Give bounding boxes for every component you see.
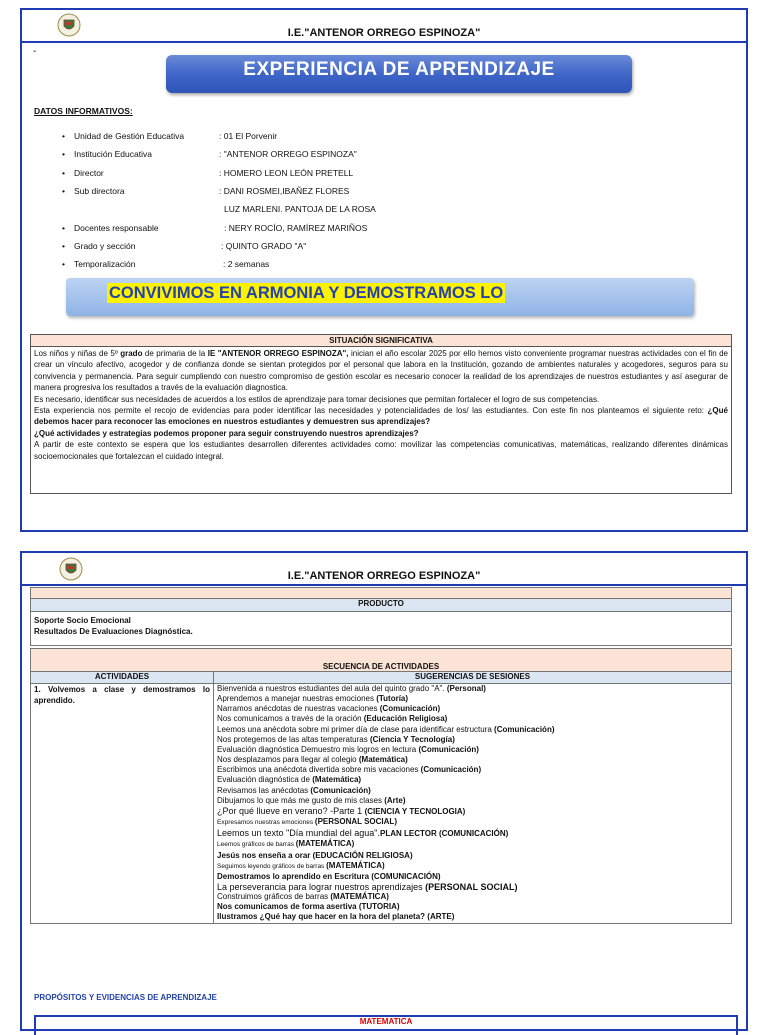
page-1: I.E."ANTENOR ORREGO ESPINOZA" - EXPERIENCIA DE APRENDIZAJE DATOS INFORMATIVOS: • Unidad de Gestión Educativa : 01 El Porvenir • Institución Educativa : "ANTENOR ORREGO ESPINOZA" • Director : HOMERO LEON LEÓN PRETELL • Sub directora : DANI ROSMEI,IBAÑEZ FLORES LUZ MARLENI. PANTOJA DE LA ROSA • Docentes responsable : NERY ROCÍO, RAMÍREZ MARIÑOS • Grado y sección : QUINTO GRADO "A" • Temporalización : 2 semanas CONVIVIMOS EN ARMONIA Y DEMOSTRAMOS LO SITUACIÓN SIGNIFICATIVA Los niños y niñas de 5º grado de primaria de la IE "ANTENOR ORREGO ESPINOZA", inician el año escolar 2025 por ello hemos visto conveniente programar nuestras actividades con el fin de crear un vínculo afectivo, acogedor y de confianza donde se sientan protegidos por el personal que labora en la Institución, gozando de ambientes naturales y acogedores, seguros para su convivencia y permanencia. Para seguir cumpliendo con nuestro compromiso de gestión escolar es necesario conocer la realidad de los aprendizajes de nuestros estudiantes y así asegurar de manera progresiva los resultados a través de la evaluación diagnostica. Es necesario, identificar sus necesidades de acuerdos a los estilos de aprendizaje para tomar decisiones que permitan fortalecer el logro de sus competencias. Esta experiencia nos permite el recojo de evidencias para poder identificar las necesidades y potencialidades de los/ las estudiantes. Con este fin nos planteamos el siguiente reto: ¿Qué debemos hacer para reconocer las emociones en nuestros estudiantes y demuestren sus aprendizajes? ¿Qué actividades y estrategias podemos proponer para seguir construyendo nuestros aprendizajes? A partir de este contexto se espera que los estudiantes desarrollen diferentes actividades como: movilizar las competencias comunicativas, matemáticas, realizando diferentes dinámicas socioemocionales que fortalezcan el cuidado integral.	[20, 8, 748, 532]
session-item: La perseverancia para lograr nuestros aprendizajes (PERSONAL SOCIAL)	[217, 881, 518, 892]
secuencia-title: SECUENCIA DE ACTIVIDADES	[31, 649, 732, 672]
producto-table	[30, 587, 732, 646]
situacion-significativa-box	[30, 334, 732, 494]
theme-banner	[66, 278, 694, 316]
session-item: Revisamos las anécdotas (Comunicación)	[217, 785, 371, 795]
session-item: Jesús nos enseña a orar (EDUCACIÓN RELIGIOSA)	[217, 850, 413, 860]
matematica-label: MATEMATICA	[359, 1017, 413, 1026]
session-item: Aprendemos a manejar nuestras emociones (Tutoría)	[217, 694, 409, 704]
col-actividades: ACTIVIDADES	[31, 672, 214, 684]
header-divider	[22, 584, 746, 586]
page-title: EXPERIENCIA DE APRENDIZAJE	[166, 55, 632, 93]
session-item: Nos comunicamos de forma asertiva (TUTORIA)	[217, 902, 400, 912]
secuencia-table	[30, 648, 732, 924]
bullet-icon: •	[62, 241, 65, 251]
session-item: Escribimos una anécdota divertida sobre mis vacaciones (Comunicación)	[217, 765, 482, 775]
session-item: Construimos gráficos de barras (MATEMÁTICA)	[217, 892, 389, 902]
session-item: Evaluación diagnóstica de (Matemática)	[217, 775, 362, 785]
session-item: Ilustramos ¿Qué hay que hacer en la hora del planeta? (ARTE)	[217, 912, 455, 922]
session-item: ¿Por qué llueve en verano? -Parte 1 (CIENCIA Y TECNOLOGIA)	[217, 805, 466, 816]
dash-mark: -	[33, 46, 37, 57]
session-item: Leemos un texto "Día mundial del agua".PLAN LECTOR (COMUNICACIÓN)	[217, 828, 509, 839]
col-sugerencias: SUGERENCIAS DE SESIONES	[214, 672, 732, 684]
session-item: Leemos una anécdota sobre mi primer día de clase para identificar estructura (Comunicación)	[217, 724, 555, 734]
bullet-icon: •	[62, 223, 65, 233]
session-item: Bienvenida a nuestros estudiantes del aula del quinto grado "A". (Personal)	[217, 684, 486, 693]
session-item: Evaluación diagnóstica Demuestro mis logros en lectura (Comunicación)	[217, 744, 479, 754]
school-header: I.E."ANTENOR ORREGO ESPINOZA"	[287, 27, 481, 39]
producto-title: PRODUCTO	[31, 599, 732, 612]
bullet-icon: •	[62, 149, 65, 159]
propositos-title: PROPÓSITOS Y EVIDENCIAS DE APRENDIZAJE	[34, 993, 217, 1002]
bullet-icon: •	[62, 131, 65, 141]
situacion-title: SITUACIÓN SIGNIFICATIVA	[31, 335, 731, 347]
session-item: Nos comunicamos a través de la oración (Educación Religiosa)	[217, 714, 448, 724]
session-item: Expresamos nuestras emociones (PERSONAL SOCIAL)	[217, 817, 397, 827]
activity-1: 1. Volvemos a clase y demostramos lo aprendido.	[31, 684, 214, 924]
session-item: Nos desplazamos para llegar al colegio (Matemática)	[217, 755, 408, 765]
session-item: Demostramos lo aprendido en Escritura (COMUNICACIÓN)	[217, 871, 441, 881]
bullet-icon: •	[62, 259, 65, 269]
matematica-box	[34, 1015, 738, 1035]
session-item: Narramos anécdotas de nuestras vacaciones (Comunicación)	[217, 704, 441, 714]
session-item: Seguimos leyendo gráficos de barras (MATEMÁTICA)	[217, 860, 385, 870]
theme-title: CONVIVIMOS EN ARMONIA Y DEMOSTRAMOS LO	[109, 284, 504, 302]
session-item: Dibujamos lo que más me gusto de mis clases (Arte)	[217, 795, 406, 805]
school-header: I.E."ANTENOR ORREGO ESPINOZA"	[287, 570, 481, 582]
header-divider	[22, 41, 746, 43]
situacion-text: Los niños y niñas de 5º grado de primaria de la IE "ANTENOR ORREGO ESPINOZA", inician el año escolar 2025 por ello hemos visto conveniente programar nuestras actividades con el fin de crear un vínculo afectivo, acogedor y de confianza donde se sientan protegidos por el personal que labora en la Institución, gozando de ambientes naturales y acogedores, seguros para su convivencia y permanencia. Para seguir cumpliendo con nuestro compromiso de gestión escolar es necesario conocer la realidad de los aprendizajes de nuestros estudiantes y así asegurar de manera progresiva los resultados a través de la evaluación diagnostica. Es necesario, identificar sus necesidades de acuerdos a los estilos de aprendizaje para tomar decisiones que permitan fortalecer el logro de sus competencias. Esta experiencia nos permite el recojo de evidencias para poder identificar las necesidades y potencialidades de los/ las estudiantes. Con este fin nos planteamos el siguiente reto: ¿Qué debemos hacer para reconocer las emociones en nuestros estudiantes y demuestren sus aprendizajes? ¿Qué actividades y estrategias podemos proponer para seguir construyendo nuestros aprendizajes? A partir de este contexto se espera que los estudiantes desarrollen diferentes actividades como: movilizar las competencias comunicativas, matemáticas, realizando diferentes dinámicas socioemocionales que fortalezcan el cuidado integral.	[34, 349, 729, 461]
producto-content: Soporte Socio Emocional Resultados De Evaluaciones Diagnóstica.	[31, 612, 732, 646]
datos-informativos-title: DATOS INFORMATIVOS:	[34, 106, 133, 116]
bullet-icon: •	[62, 168, 65, 178]
sessions-cell	[214, 684, 732, 924]
session-item: Nos protegemos de las altas temperaturas (Ciencia Y Tecnología)	[217, 734, 455, 744]
page-2	[20, 551, 748, 1031]
bullet-icon: •	[62, 186, 65, 196]
session-item: Leemos gráficos de barras (MATEMÁTICA)	[217, 839, 355, 849]
